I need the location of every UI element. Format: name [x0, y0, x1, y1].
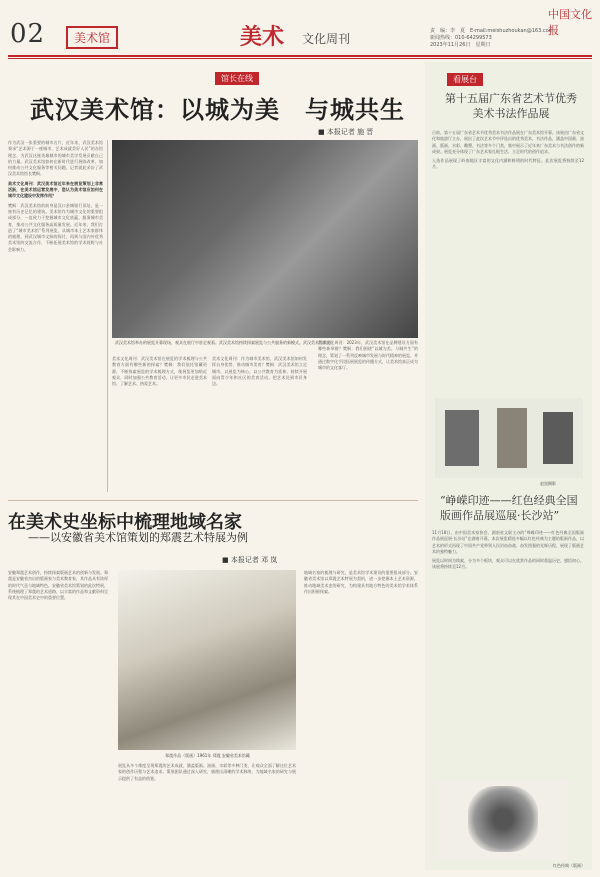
artwork-photo — [435, 398, 583, 478]
artwork-block — [543, 412, 573, 464]
red-classic-print — [438, 780, 568, 860]
paragraph: 展览以时间为线索，分为多个板块，观众可以在欣赏作品的同时重温历史，感悟初心。该展将持续至12月。 — [432, 558, 584, 570]
main-col-1 — [8, 140, 103, 492]
sidebar-story-2 — [432, 530, 584, 775]
sidebar-tag: 看展台 — [447, 73, 483, 86]
second-col-2: 展览从多个维度呈现郑震的艺术成就，涵盖版画、油画、水彩等多种门类，让观众全面了解这位艺术家的创作历程与艺术追求。策展团队通过深入研究，梳理出清晰的学术脉络，为地域名家的研究与展示提供了有益的借鉴。 — [118, 763, 296, 781]
photo-caption: 武汉美术馆举办的展览开幕现场，观众在展厅中驻足观看。武汉美术馆持续探索展览与公共服务的新模式。武汉美术馆供图 — [115, 340, 331, 345]
sidebar-headline-2: “峥嵘印迹——红色经典全国版画作品展巡展·长沙站” — [440, 494, 578, 522]
contact-line: 2023年11月26日 星期日 — [430, 42, 491, 48]
logo-subtitle: 文化周刊 — [302, 32, 351, 46]
paragraph: 樊枫：武汉美术馆的前身是汉口金城银行旧址，是一座有历史记忆的建筑。美术馆作为城市文化的重要组成部分，一直致力于挖掘城市文化底蕴，服务城市美育，推动公共文化服务高质量发展。近年来，我们打造了“城市美术馆”系列展览，从城市本土艺术家群体的梳理，到武汉城市文脉的探讨，再到与国内外优秀美术馆的交流合作，不断拓展美术馆的学术视野与社会影响力。 — [8, 202, 103, 252]
second-headline: 在美术史坐标中梳理地域名家 — [8, 512, 242, 533]
paragraph: 作为武汉一张重要的城市名片，近年来，武汉美术馆秉承“艺术源于一座城市，艺术成就美好人民”的办馆理念，为武汉这座英雄城市的城市美学发展贡献自己的力量。武汉美术馆如何在新时代进行展陈改革，如何推动公共文化服务等相关问题，记者就此采访了武汉美术馆馆长樊枫。 — [8, 140, 103, 177]
story-kicker: 馆长在线 — [215, 72, 259, 85]
contact-line: 责 编：李 夏 E-mail:meishuzhoukan@163.com — [430, 28, 554, 34]
main-col-3: 美术文化周刊：作为城市美术馆，武汉美术馆如何发挥自身优势，推动城市美育？樊枫：武汉美术馆立足城市，以展览为核心，以公共教育为延伸，持续开展面向青少年和社区的美育活动，把艺术送到市民身边。 — [212, 356, 307, 387]
second-byline: ■ 本报记者 邓 岚 — [222, 556, 278, 564]
page-number: 02 — [10, 19, 46, 49]
contact-line: 新闻热线：010-64299573 — [430, 35, 492, 41]
col-divider — [107, 140, 108, 492]
header-rule-thin — [8, 58, 592, 59]
page-logo: 美术 — [240, 24, 285, 50]
header-contact — [430, 28, 554, 49]
header-rule — [8, 55, 592, 57]
artwork-block — [497, 408, 527, 468]
artwork-block — [445, 410, 479, 466]
sidebar-story-1 — [432, 130, 584, 392]
section-divider — [8, 500, 418, 501]
paragraph: 入选作品展现了岭南地区丰富的文化内涵和鲜明的时代特征。此次展览将持续至12月。 — [432, 158, 584, 170]
sidebar-headline-1: 第十五届广东省艺术节优秀美术书法作品展 — [445, 92, 577, 120]
print-figure — [468, 786, 538, 852]
paragraph: 11月18日，由中国美术家协会、湖南省文联主办的“峥嵘印迹——红色经典全国版画作品展巡展·长沙站”在湖南开幕。本次展览精选多幅以红色经典为主题的版画作品，以艺术的形式再现了中国共产党带领人民浴血奋战、奋发图强的光辉历程，展现了版画艺术的独特魅力。 — [432, 530, 584, 554]
question: 美术文化周刊：武汉美术馆近年来在展览策划上非常活跃，在美术馆运营发展中，您认为美术馆应如何在城市文化建设中发挥作用？ — [8, 180, 103, 199]
second-col-3: 地域名家的梳理与研究，是美术馆学术建设的重要组成部分。安徽省美术馆以郑震艺术特展为契机，进一步挖掘本土艺术资源，推动地域美术史的研究，为构建具有地方特色的美术馆学术体系作出积极探索。 — [304, 570, 418, 594]
photo-credit: 赵黑摄影 — [540, 481, 556, 486]
newspaper-brand: 中国文化报 — [548, 8, 592, 37]
section-tag: 美术馆 — [66, 26, 118, 49]
main-byline: ■ 本报记者 施 晋 — [318, 128, 374, 136]
art-caption: 红色经典（版画） — [553, 863, 585, 868]
woodcut-print-image — [118, 570, 296, 750]
second-col-1: 安徽郑震艺术创作，持续探索版画艺术的创新与发展。郑震是安徽省杰出的版画家与美术教育家，其作品具有浓厚的时代气息与地域特色。安徽省美术馆策划的此次特展，系统梳理了郑震的艺术道路，以丰富的作品和文献资料呈现其在中国美术史中的重要位置。 — [8, 570, 108, 601]
main-col-2: 美术文化周刊：武汉美术馆在展览的学术梳理与公共教育方面有哪些新的探索？樊枫：我们依托馆藏资源，不断探索展览的学术梳理方式，使展览更加贴近观众，同时加强公共教育活动，让更多市民走进美术馆、了解艺术、热爱艺术。 — [112, 356, 207, 387]
main-col-4: 美术文化周刊：2023年，武汉美术馆在品牌建设方面有哪些新举措？樊枫：我们围绕“以城为美、与城共生”的理念，策划了一系列反映城市发展与时代精神的展览，并通过数字化手段拓展展览的传播方式，让美术馆真正成为城市的文化客厅。 — [318, 340, 418, 371]
paragraph: 日前，第十五届广东省艺术节优秀美术书法作品展在广东美术馆开幕。该展由广东省文化和旅游厅主办，展出了此次艺术节中评选出的优秀美术、书法作品，涵盖中国画、油画、版画、水彩、雕塑、书法等多个门类，集中展示了近年来广东美术与书法创作的新成果。展览充分体现了广东艺术家扎根生活、立足时代的创作追求。 — [432, 130, 584, 154]
main-headline: 武汉美术馆：以城为美 与城共生 — [30, 95, 405, 124]
print-caption: 郑震作品（版画）1961年 郑震 安徽省美术馆藏 — [165, 753, 250, 758]
second-subtitle: ——以安徽省美术馆策划的郑震艺术特展为例 — [28, 531, 248, 544]
